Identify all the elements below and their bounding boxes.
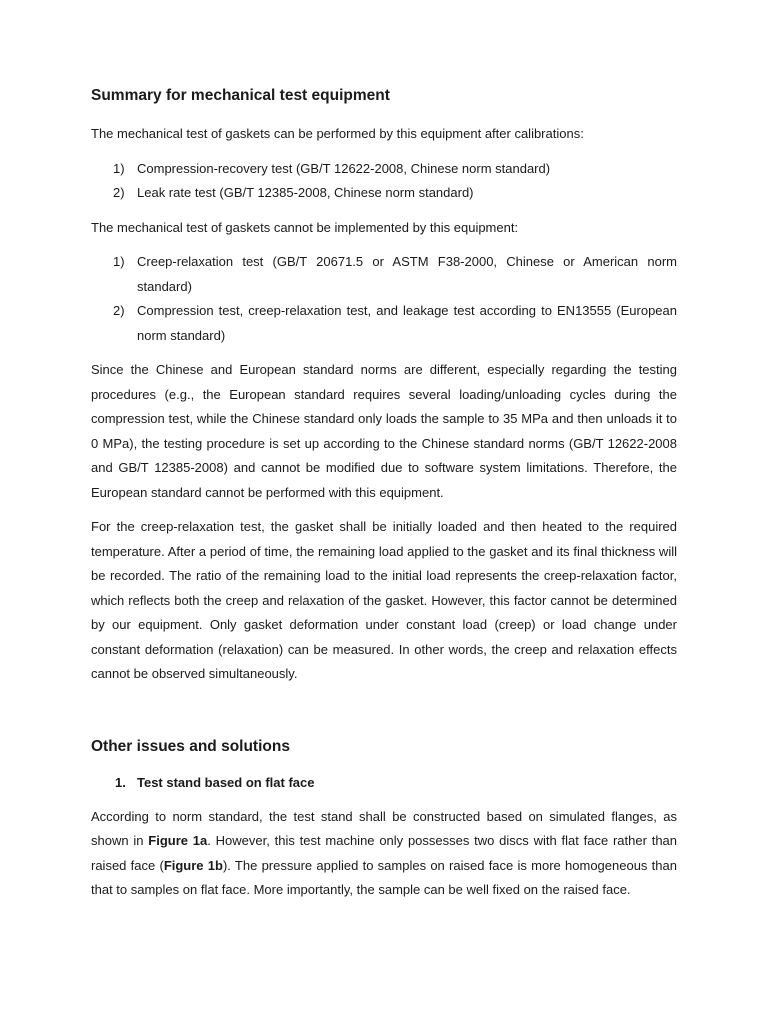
list-item-text: Leak rate test (GB/T 12385-2008, Chinese norm standard) bbox=[137, 185, 474, 200]
list-item-number: 1) bbox=[113, 254, 125, 269]
list-item-text: Compression test, creep-relaxation test, and leakage test according to EN13555 (European norm standard) bbox=[137, 303, 677, 343]
test-stand-paragraph bbox=[91, 805, 677, 903]
list-item bbox=[91, 157, 677, 182]
subheading-title: Test stand based on flat face bbox=[137, 774, 315, 790]
list-item bbox=[91, 250, 677, 299]
list-item bbox=[91, 181, 677, 206]
section-heading-summary: Summary for mechanical test equipment bbox=[91, 87, 390, 104]
subheading-test-stand bbox=[91, 771, 677, 795]
list-item-number: 1) bbox=[113, 160, 125, 176]
paragraph-text: ). The pressure applied to samples on raised face is more homogeneous than that to samples on flat face. More importantly, the sample can be well fixed on the raised face. bbox=[91, 857, 677, 897]
can-perform-list bbox=[91, 157, 677, 206]
document-page bbox=[91, 84, 677, 903]
intro-cannot-paragraph: The mechanical test of gaskets cannot be implemented by this equipment: bbox=[91, 219, 519, 235]
creep-relaxation-paragraph: For the creep-relaxation test, the gasket shall be initially loaded and then heated to the required temperature. After a period of time, the remaining load applied to the gasket and its final thickness will be recorded. The ratio of the remaining load to the initial load represents the creep-relaxation factor, which reflects both the creep and relaxation of the gasket. However, this factor cannot be determined by our equipment. Only gasket deformation under constant load (creep) or load change under constant deformation (relaxation) can be measured. In other words, the creep and relaxation effects cannot be observed simultaneously. bbox=[91, 519, 677, 681]
paragraph-text: . However, this test machine only possesses two discs with flat face rather than raised face ( bbox=[91, 833, 678, 873]
list-item-number: 2) bbox=[113, 185, 125, 200]
paragraph-text: According to norm standard, the test stand shall be constructed based on simulated flanges, as shown in bbox=[91, 808, 677, 848]
list-item-text: Compression-recovery test (GB/T 12622-2008, Chinese norm standard) bbox=[137, 160, 551, 176]
norms-paragraph: Since the Chinese and European standard norms are different, especially regarding the testing procedures (e.g., the European standard requires several loading/unloading cycles during the compression test, while the Chinese standard only loads the sample to 35 MPa and then unloads it to 0 MPa), the testing procedure is set up according to the Chinese standard norms (GB/T 12622-2008 and GB/T 12385-2008) and cannot be modified due to software system limitations. Therefore, the European standard cannot be performed with this equipment. bbox=[91, 362, 677, 500]
figure-1b-reference: Figure 1b bbox=[163, 857, 223, 873]
intro-can-paragraph: The mechanical test of gaskets can be performed by this equipment after calibrations: bbox=[91, 126, 584, 141]
figure-1a-reference: Figure 1a bbox=[148, 833, 208, 848]
section-heading-other-issues: Other issues and solutions bbox=[91, 737, 290, 755]
list-item-text: Creep-relaxation test (GB/T 20671.5 or ASTM F38-2000, Chinese or American norm standard) bbox=[137, 254, 677, 294]
list-item-number: 2) bbox=[113, 303, 125, 318]
list-item bbox=[91, 299, 677, 348]
cannot-perform-list bbox=[91, 250, 677, 348]
subheading-number: 1. bbox=[115, 774, 126, 790]
